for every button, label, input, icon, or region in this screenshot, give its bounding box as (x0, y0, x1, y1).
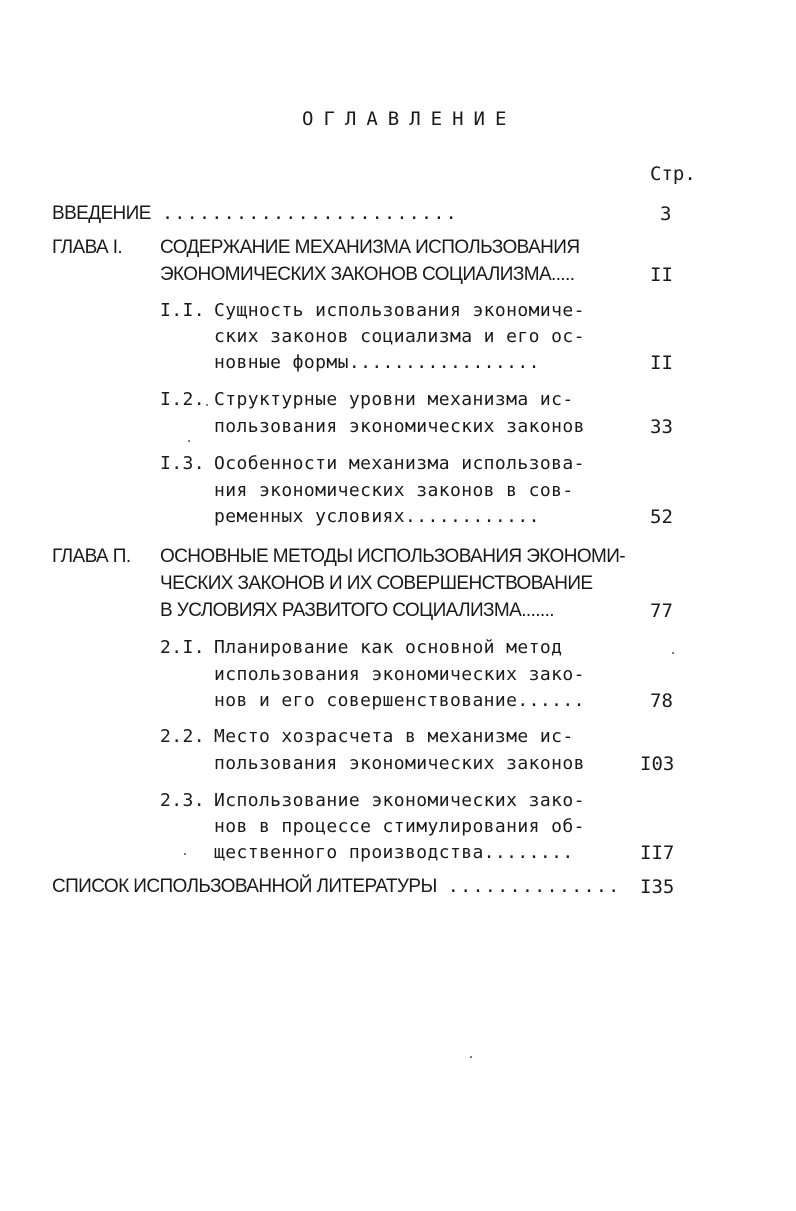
section-1-3-line-3[interactable]: ременных условиях............ (214, 506, 540, 527)
section-1-3-number: I.3. (160, 453, 205, 474)
entry-title: ВВЕДЕНИЕ (52, 203, 151, 224)
chapter-2-title-line-1[interactable]: ОСНОВНЫЕ МЕТОДЫ ИСПОЛЬЗОВАНИЯ ЭКОНОМИ- (160, 546, 626, 567)
section-2-1-line-1[interactable]: Планирование как основной метод (214, 637, 563, 658)
section-1-1-line-3[interactable]: новные формы................. (214, 352, 540, 373)
toc-entry-introduction[interactable] (52, 203, 458, 225)
bibliography-page-number: I35 (640, 876, 675, 898)
page-title: ОГЛАВЛЕНИЕ (302, 108, 517, 130)
section-1-2-line-1[interactable]: Структурные уровни механизма ис- (214, 389, 574, 410)
section-2-3-line-3[interactable]: щественного производства........ (214, 842, 574, 863)
section-2-1-line-2[interactable]: использования экономических зако- (214, 664, 585, 685)
section-1-3-line-1[interactable]: Особенности механизма использова- (214, 453, 585, 474)
section-1-2-page-number: 33 (650, 416, 673, 438)
scan-speck (672, 652, 674, 654)
section-2-1-page-number: 78 (650, 690, 673, 712)
scan-speck (470, 1056, 472, 1058)
section-1-1-line-2[interactable]: ских законов социализма и его ос- (214, 326, 585, 347)
section-1-2-number: I.2. (160, 389, 205, 410)
chapter-2-number: ГЛАВА П. (52, 546, 131, 567)
page-column-label: Стр. (650, 163, 696, 185)
section-2-1-number: 2.I. (160, 637, 205, 658)
section-1-3-line-2[interactable]: ния экономических законов в сов- (214, 480, 574, 501)
section-1-1-line-1[interactable]: Сущность использования экономиче- (214, 300, 585, 321)
section-1-1-page-number: II (650, 352, 673, 374)
chapter-1-page-number: II (650, 264, 673, 286)
chapter-1-number: ГЛАВА I. (52, 237, 123, 258)
section-2-3-line-2[interactable]: нов в процессе стимулирования об- (214, 816, 585, 837)
section-2-1-line-3[interactable]: нов и его совершенствование...... (214, 690, 585, 711)
entry-page-number: 3 (660, 203, 672, 225)
scan-speck (206, 404, 208, 406)
entry-title: СПИСОК ИСПОЛЬЗОВАННОЙ ЛИТЕРАТУРЫ (52, 876, 437, 897)
chapter-2-title-line-3[interactable]: В УСЛОВИЯХ РАЗВИТОГО СОЦИАЛИЗМА....... (160, 600, 554, 621)
section-2-3-line-1[interactable]: Использование экономических зако- (214, 790, 585, 811)
section-1-1-number: I.I. (160, 300, 205, 321)
section-2-3-number: 2.3. (160, 790, 205, 811)
section-2-2-line-2[interactable]: пользования экономических законов (214, 753, 585, 774)
section-2-3-page-number: II7 (640, 842, 675, 864)
chapter-1-title-line-2[interactable]: ЭКОНОМИЧЕСКИХ ЗАКОНОВ СОЦИАЛИЗМА..... (160, 264, 575, 285)
chapter-2-title-line-2[interactable]: ЧЕСКИХ ЗАКОНОВ И ИХ СОВЕРШЕНСТВОВАНИЕ (160, 573, 593, 594)
section-1-3-page-number: 52 (650, 506, 673, 528)
section-2-2-line-1[interactable]: Место хозрасчета в механизме ис- (214, 726, 574, 747)
dot-leader: ........................ (162, 203, 459, 224)
section-2-2-page-number: I03 (640, 753, 675, 775)
scan-speck (188, 440, 190, 442)
section-1-2-line-2[interactable]: пользования экономических законов (214, 416, 585, 437)
scan-speck (184, 853, 186, 855)
dot-leader: .............. (447, 876, 621, 897)
section-2-2-number: 2.2. (160, 726, 205, 747)
toc-entry-bibliography[interactable] (52, 876, 621, 898)
chapter-1-title-line-1[interactable]: СОДЕРЖАНИЕ МЕХАНИЗМА ИСПОЛЬЗОВАНИЯ (160, 237, 580, 258)
chapter-2-page-number: 77 (650, 600, 673, 622)
